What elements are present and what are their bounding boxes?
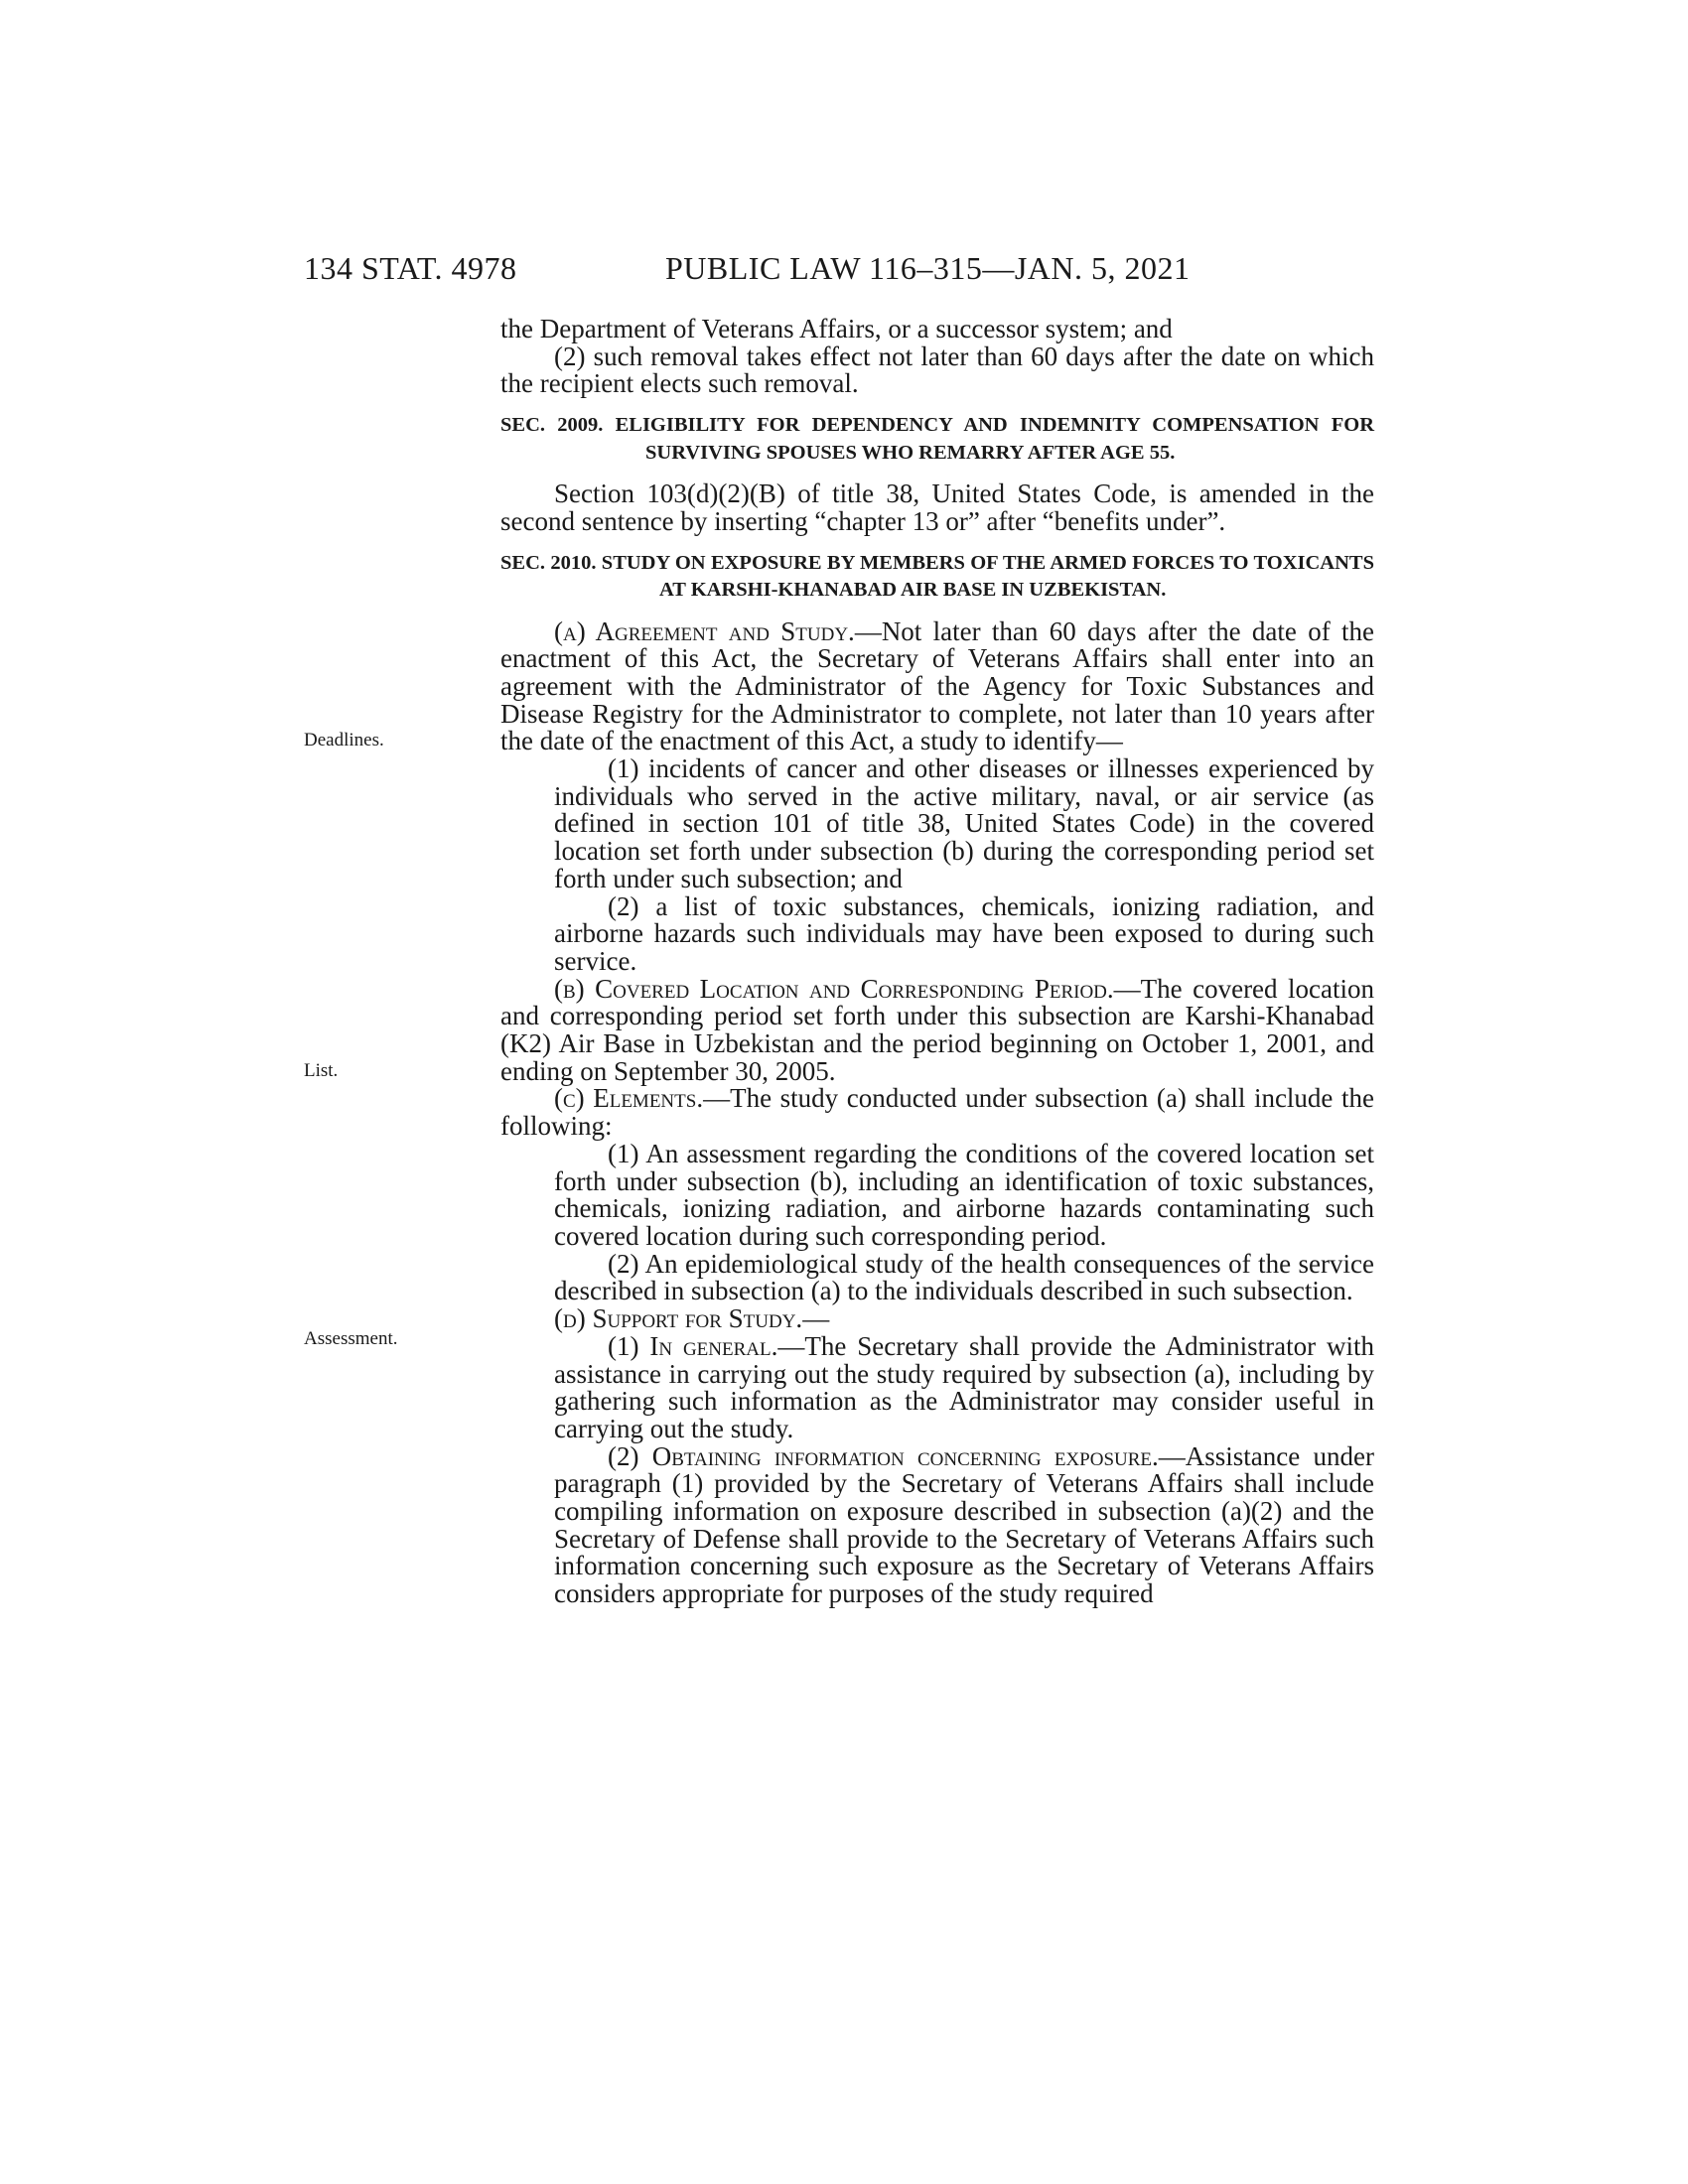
continued-item-2: (2) such removal takes effect not later than 60 days after the date on which the recipient elects such removal.: [500, 341, 1374, 399]
subsection-b-title: (b) Covered Location and Corresponding Period.: [554, 973, 1114, 1004]
margin-note-assessment: Assessment.: [304, 1328, 398, 1349]
section-2009-heading: SEC. 2009. ELIGIBILITY FOR DEPENDENCY AND INDEMNITY COMPENSATION FOR SURVIVING SPOUSES WHO REMARRY AFTER AGE 55.: [500, 414, 1374, 464]
subsection-c-item-2: (2) An epidemiological study of the health consequences of the service described in subsection (a) to the individuals described in such subsection.: [554, 1248, 1374, 1306]
continued-paragraph: the Department of Veterans Affairs, or a successor system; and: [500, 314, 1173, 343]
subsection-d-item-1: [500, 1330, 1374, 1443]
subsection-d-item-2-title: (2) Obtaining information concerning exposure.: [608, 1440, 1159, 1471]
margin-note-deadlines: Deadlines.: [304, 730, 384, 751]
subsection-d-item-2: [500, 1440, 1374, 1609]
subsection-d-item-2-text: —Assistance under paragraph (1) provided by the Secretary of Veterans Affairs shall include compiling information on exposure described in subsection (a)(2) and the Secretary of Defense shall provide to the Secretary of Veterans Affairs such information concerning such exposure as the Secretary of Veterans Affairs considers appropriate for purposes of the study required: [554, 1440, 1374, 1609]
subsection-c: [500, 1085, 1374, 1140]
subsection-d-title: (d) Support for Study.: [554, 1303, 803, 1334]
subsection-a-title: (a) Agreement and Study.: [554, 615, 855, 646]
subsection-c-text: —The study conducted under subsection (a) shall include the following:: [500, 1083, 1374, 1142]
section-2010-heading: SEC. 2010. STUDY ON EXPOSURE BY MEMBERS OF THE ARMED FORCES TO TOXICANTS AT KARSHI-KHANABAD AIR BASE IN UZBEKISTAN.: [500, 551, 1374, 602]
section-2009-text: Section 103(d)(2)(B) of title 38, United States Code, is amended in the second sentence by inserting “chapter 13 or” after “benefits under”.: [500, 478, 1374, 536]
subsection-d: [500, 1305, 1374, 1333]
page-header: [304, 250, 1197, 290]
subsection-a-text: —Not later than 60 days after the date of the enactment of this Act, the Secretary of Veterans Affairs shall enter into an agreement with the Administrator of the Agency for Toxic Substances and Disease Registry for the Administrator to complete, not later than 10 years after the date of the enactment of this Act, a study to identify—: [500, 615, 1374, 756]
subsection-b: [500, 973, 1374, 1086]
margin-note-list: List.: [304, 1060, 339, 1081]
subsection-a-item-1: (1) incidents of cancer and other diseases or illnesses experienced by individuals who served in the active military, naval, or air service (as defined in section 101 of title 38, United States Code) in the covered location set forth under subsection (b) during the corresponding period set forth under such subsection; and: [554, 753, 1374, 893]
subsection-c-item-1: (1) An assessment regarding the conditions of the covered location set forth under subsection (b), including an identification of toxic substances, chemicals, ionizing radiation, and airborne hazards contaminating such covered location during such corresponding period.: [554, 1138, 1374, 1251]
public-law-reference: PUBLIC LAW 116–315—JAN. 5, 2021: [665, 250, 1191, 286]
subsection-a: [500, 615, 1374, 756]
subsection-b-text: —The covered location and corresponding period set forth under this subsection are Karshi-Khanabad (K2) Air Base in Uzbekistan and the period beginning on October 1, 2001, and ending on September 30, 2005.: [500, 973, 1374, 1086]
document-body: [500, 316, 1374, 1608]
subsection-d-item-1-title: (1) In general.: [608, 1330, 778, 1361]
subsection-d-item-1-text: —The Secretary shall provide the Administrator with assistance in carrying out the study required by subsection (a), including by gathering such information as the Administrator may consider useful in carrying out the study.: [554, 1330, 1374, 1443]
subsection-d-text: —: [802, 1303, 830, 1334]
statute-page-reference: 134 STAT. 4978: [304, 250, 517, 286]
subsection-a-item-2: (2) a list of toxic substances, chemicals, ionizing radiation, and airborne hazards such individuals may have been exposed to during such service.: [554, 890, 1374, 976]
subsection-c-title: (c) Elements.: [554, 1083, 704, 1114]
